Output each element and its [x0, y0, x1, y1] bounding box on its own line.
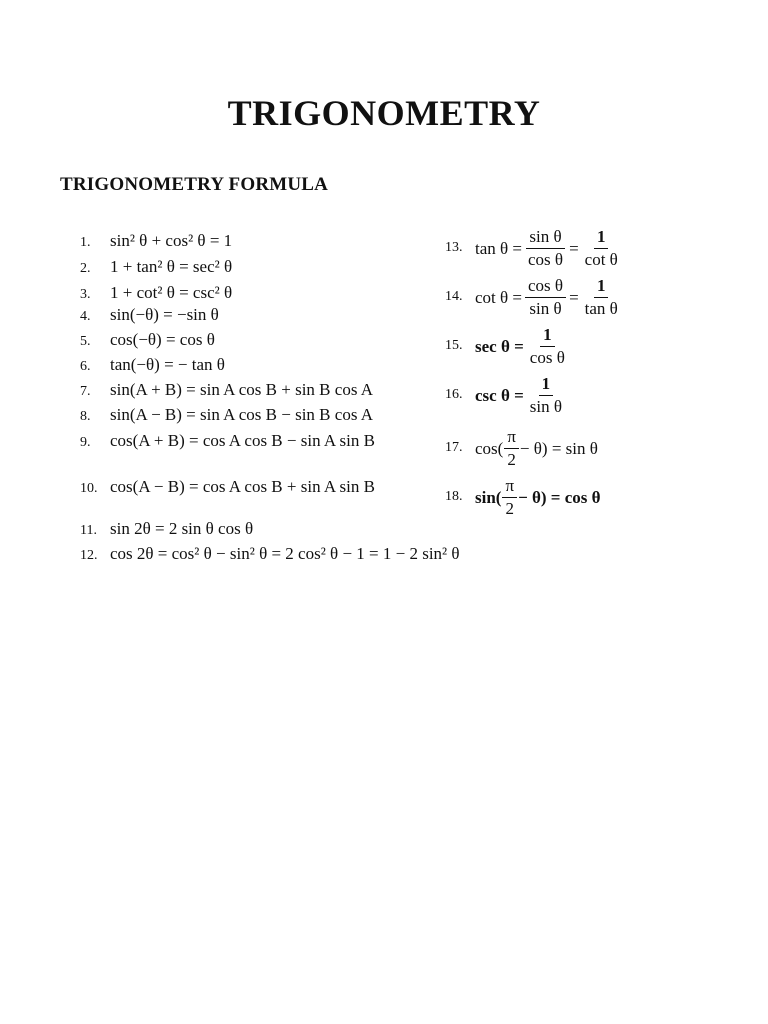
- denominator: 2: [507, 449, 516, 469]
- formula-9: [80, 432, 375, 450]
- formula-number: 16.: [445, 387, 463, 403]
- formula-5: [80, 331, 215, 349]
- formula-4: [80, 306, 219, 324]
- formula-number: 14.: [445, 289, 463, 305]
- formula-expression: sin 2θ = 2 sin θ cos θ: [110, 519, 254, 538]
- numerator: π: [504, 428, 519, 449]
- formula-expression: sin(−θ) = −sin θ: [110, 305, 219, 324]
- denominator: 2: [505, 498, 515, 518]
- formula-lhs: cot θ =: [475, 287, 522, 307]
- formula-suffix: − θ) = sin θ: [519, 438, 598, 458]
- formula-lhs: sec θ =: [475, 336, 524, 356]
- formula-2: [80, 258, 232, 276]
- fraction: [525, 228, 566, 269]
- formula-number: 11.: [80, 523, 97, 538]
- formula-8: [80, 406, 373, 424]
- formula-number: 18.: [445, 489, 463, 505]
- formula-expression: sin² θ + cos² θ = 1: [110, 231, 233, 250]
- formula-number: 1.: [80, 235, 91, 250]
- formula-16: [445, 375, 568, 416]
- page-title: TRIGONOMETRY: [227, 93, 541, 133]
- denominator: cos θ: [528, 249, 564, 269]
- formula-prefix: sin(: [475, 487, 502, 507]
- formula-number: 12.: [80, 548, 98, 563]
- formula-suffix: − θ) = cos θ: [518, 487, 601, 507]
- formula-12: [80, 545, 460, 563]
- numerator: 1: [594, 277, 609, 298]
- formula-number: 9.: [80, 435, 91, 450]
- denominator: cos θ: [529, 347, 565, 367]
- formula-expression: cos 2θ = cos² θ − sin² θ = 2 cos² θ − 1 = 1 − 2 sin² θ: [110, 544, 460, 563]
- numerator: π: [502, 477, 517, 498]
- formula-17: [445, 428, 598, 469]
- fraction: [525, 277, 566, 318]
- formula-18: [445, 477, 601, 518]
- formula-number: 10.: [80, 481, 98, 496]
- formula-1: [80, 232, 232, 250]
- denominator: sin θ: [529, 298, 562, 318]
- formula-7: [80, 381, 373, 399]
- fraction: [582, 277, 621, 318]
- formula-number: 17.: [445, 440, 463, 456]
- formula-number: 6.: [80, 359, 91, 374]
- formula-expression: tan(−θ) = − tan θ: [110, 355, 225, 374]
- formula-number: 4.: [80, 309, 91, 324]
- formula-expression: [475, 428, 598, 469]
- fraction: [527, 326, 568, 367]
- formula-number: 3.: [80, 287, 91, 302]
- formula-number: 8.: [80, 409, 91, 424]
- denominator: sin θ: [529, 396, 563, 416]
- formula-6: [80, 356, 225, 374]
- formula-number: 2.: [80, 261, 91, 276]
- formula-expression: cos(A − B) = cos A cos B + sin A sin B: [110, 477, 375, 496]
- formula-expression: cos(A + B) = cos A cos B − sin A sin B: [110, 431, 375, 450]
- formula-lhs: csc θ =: [475, 385, 524, 405]
- fraction: [502, 477, 517, 518]
- formula-expression: [475, 326, 571, 367]
- numerator: 1: [539, 375, 554, 396]
- fraction: [504, 428, 519, 469]
- formula-expression: [475, 277, 624, 318]
- numerator: 1: [540, 326, 555, 347]
- formula-expression: [475, 375, 568, 416]
- formula-13: [445, 228, 624, 269]
- section-heading: TRIGONOMETRY FORMULA: [60, 174, 329, 195]
- formula-10: [80, 478, 375, 496]
- formula-number: 7.: [80, 384, 91, 399]
- formula-3: [80, 284, 232, 302]
- numerator: sin θ: [526, 228, 564, 249]
- formula-prefix: cos(: [475, 438, 504, 458]
- fraction: [582, 228, 621, 269]
- formula-expression: sin(A + B) = sin A cos B + sin B cos A: [110, 380, 374, 399]
- formula-14: [445, 277, 624, 318]
- formula-expression: 1 + tan² θ = sec² θ: [110, 257, 233, 276]
- equals-sign: =: [569, 287, 579, 307]
- formula-number: 5.: [80, 334, 91, 349]
- formula-expression: cos(−θ) = cos θ: [110, 330, 215, 349]
- denominator: cot θ: [584, 249, 618, 269]
- equals-sign: =: [569, 238, 579, 258]
- formula-lhs: tan θ =: [475, 238, 522, 258]
- formula-expression: [475, 477, 601, 518]
- formula-number: 13.: [445, 240, 463, 256]
- numerator: cos θ: [525, 277, 566, 298]
- fraction: [527, 375, 565, 416]
- denominator: tan θ: [584, 298, 618, 318]
- numerator: 1: [594, 228, 609, 249]
- formula-expression: sin(A − B) = sin A cos B − sin B cos A: [110, 405, 374, 424]
- formula-15: [445, 326, 571, 367]
- formula-11: [80, 520, 253, 538]
- formula-expression: 1 + cot² θ = csc² θ: [110, 283, 233, 302]
- formula-number: 15.: [445, 338, 463, 354]
- formula-expression: [475, 228, 624, 269]
